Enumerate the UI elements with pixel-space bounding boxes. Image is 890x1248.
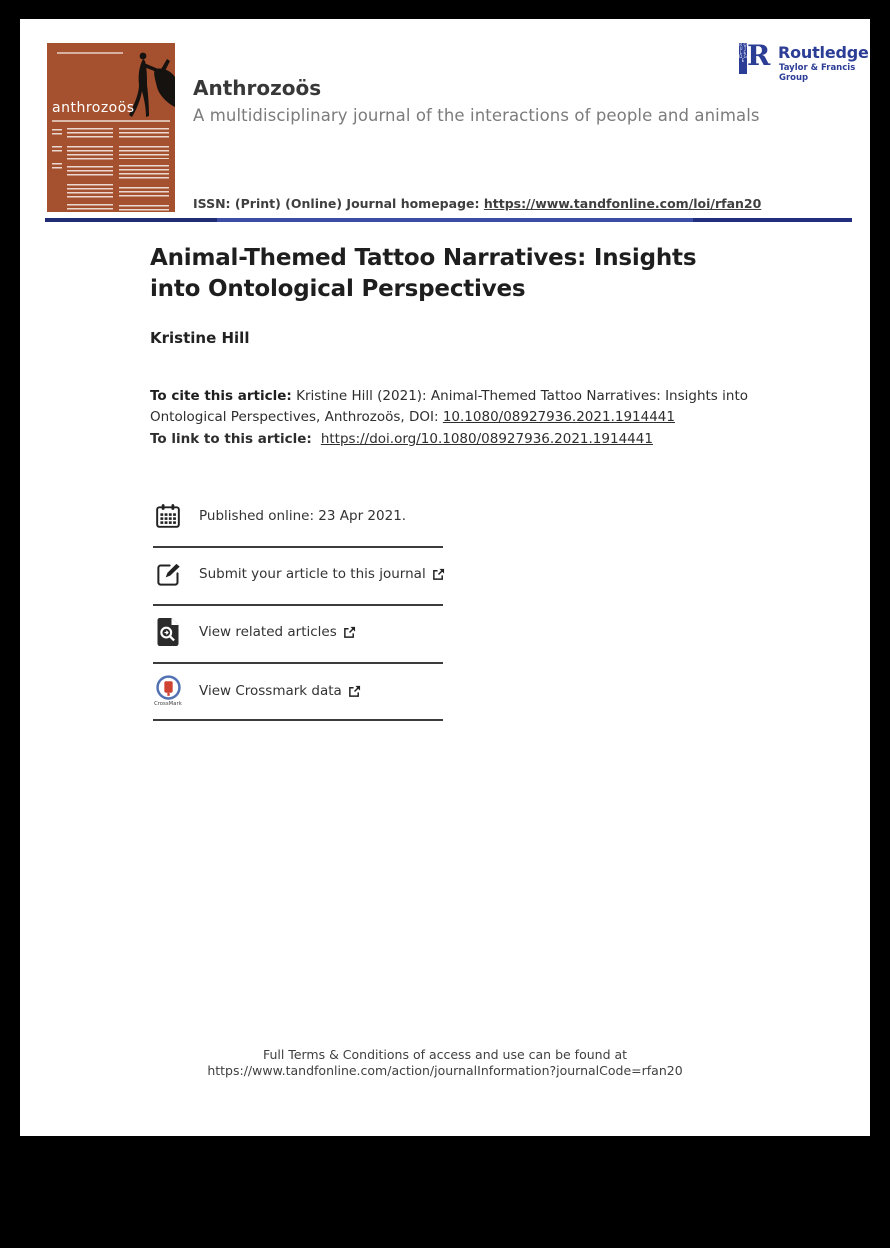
cover-article-listing-right bbox=[119, 128, 169, 212]
article-author: Kristine Hill bbox=[150, 329, 250, 347]
related-articles-icon bbox=[153, 618, 183, 646]
terms-footer-line1: Full Terms & Conditions of access and use can be found at bbox=[262, 1047, 628, 1062]
cite-paragraph bbox=[150, 386, 750, 427]
cover-article-listing-left bbox=[67, 128, 113, 212]
row-separator bbox=[153, 546, 443, 548]
article-first-page bbox=[20, 19, 870, 1136]
routledge-r-mark-icon: R bbox=[747, 39, 771, 72]
row-separator bbox=[153, 604, 443, 606]
submit-article-label[interactable]: Submit your article to this journal bbox=[199, 566, 426, 582]
cover-issue-info-microtext bbox=[52, 129, 62, 180]
external-link-icon bbox=[348, 685, 361, 698]
link-label: To link to this article: bbox=[150, 431, 312, 447]
cite-text: Kristine Hill (2021): Animal-Themed Tattoo Narratives: Insights into Ontological Perspectives, Anthrozoös, DOI: bbox=[150, 388, 748, 425]
publisher-name: Routledge bbox=[778, 43, 869, 62]
cover-person-animal-illustration bbox=[105, 45, 175, 140]
published-online-row bbox=[153, 493, 473, 539]
cover-subtitle-microtext bbox=[52, 120, 170, 122]
journal-tagline: A multidisciplinary journal of the interactions of people and animals bbox=[193, 106, 760, 125]
submit-article-icon bbox=[153, 561, 183, 588]
crossmark-caption: CrossMark bbox=[154, 701, 182, 707]
calendar-icon bbox=[153, 503, 183, 529]
view-related-label[interactable]: View related articles bbox=[199, 624, 337, 640]
article-title: Animal-Themed Tattoo Narratives: Insights into Ontological Perspectives bbox=[150, 245, 697, 302]
routledge-logo bbox=[739, 41, 869, 81]
published-online-label: Published online: 23 Apr 2021. bbox=[199, 508, 407, 524]
row-separator bbox=[153, 719, 443, 721]
journal-homepage-link[interactable]: https://www.tandfonline.com/loi/rfan20 bbox=[483, 196, 762, 211]
journal-cover-thumbnail bbox=[47, 43, 175, 212]
row-separator bbox=[153, 662, 443, 664]
submit-article-row[interactable] bbox=[153, 551, 473, 597]
link-paragraph bbox=[150, 431, 653, 447]
routledge-logo-bar: R O U T L E D G E bbox=[739, 43, 747, 74]
terms-footer-url[interactable]: https://www.tandfonline.com/action/journalInformation?journalCode=rfan20 bbox=[207, 1063, 683, 1078]
view-crossmark-row[interactable] bbox=[153, 665, 473, 717]
cite-label: To cite this article: bbox=[150, 388, 292, 404]
view-related-row[interactable] bbox=[153, 609, 473, 655]
article-doi-link[interactable]: https://doi.org/10.1080/08927936.2021.1914441 bbox=[320, 431, 653, 447]
terms-footer bbox=[20, 1047, 870, 1079]
cover-masthead: anthrozoös bbox=[52, 100, 135, 116]
view-crossmark-label[interactable]: View Crossmark data bbox=[199, 683, 342, 699]
external-link-icon bbox=[432, 568, 445, 581]
issn-label: ISSN: (Print) (Online) Journal homepage: bbox=[193, 196, 484, 211]
crossmark-icon[interactable] bbox=[153, 675, 183, 707]
header-divider-rule bbox=[45, 218, 852, 222]
journal-title: Anthrozoös bbox=[193, 76, 322, 100]
external-link-icon bbox=[343, 626, 356, 639]
cite-doi-link[interactable]: 10.1080/08927936.2021.1914441 bbox=[442, 408, 675, 425]
issn-homepage-line bbox=[193, 196, 761, 211]
publisher-group: Taylor & Francis Group bbox=[779, 63, 856, 83]
